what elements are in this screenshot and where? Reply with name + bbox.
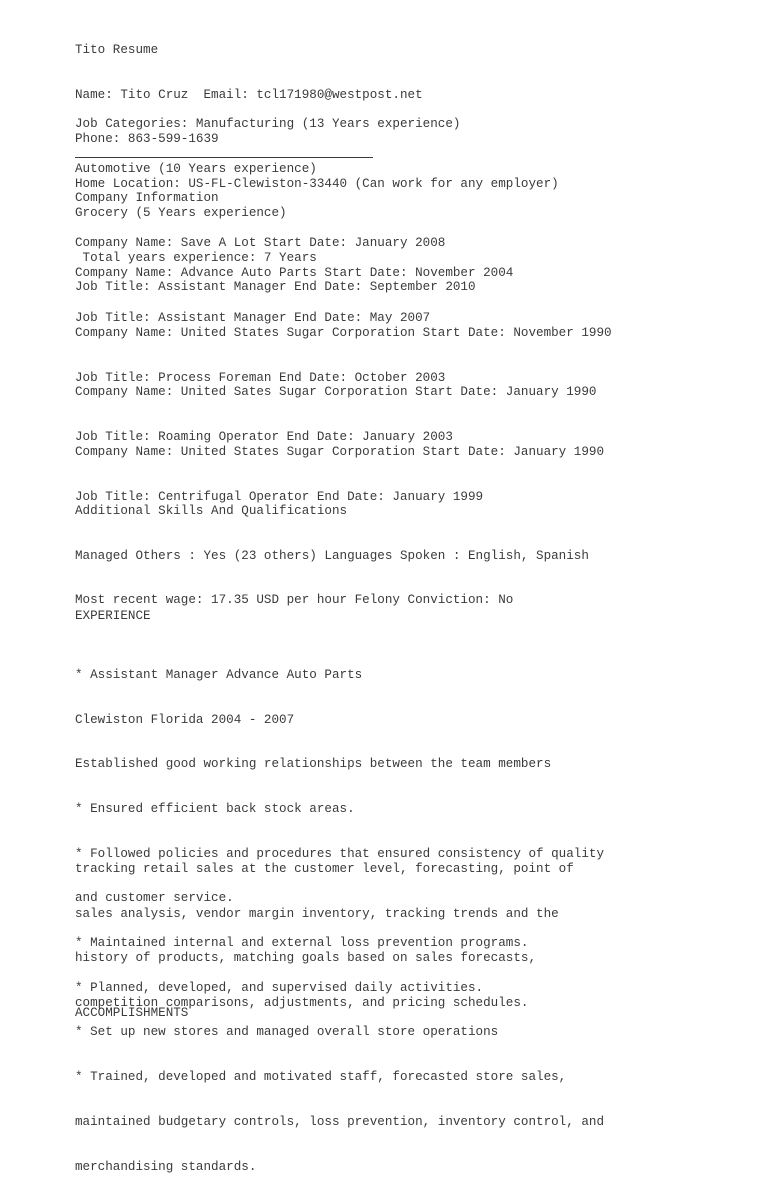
experience-line: * Maintained internal and external loss prevention programs.: [75, 936, 529, 951]
section-divider: [75, 157, 373, 158]
job-category-automotive: Automotive (10 Years experience): [75, 161, 317, 176]
resume-title: Tito Resume: [75, 42, 159, 57]
job-category-grocery: Grocery (5 Years experience): [75, 206, 287, 221]
company-line: Company Name: United States Sugar Corporation Start Date: January 1990: [75, 444, 605, 459]
company-line: Company Name: Advance Auto Parts Start Date: November 2004: [75, 265, 514, 280]
additional-skills: [75, 474, 589, 638]
experience-line: * Assistant Manager Advance Auto Parts: [75, 667, 363, 682]
experience-heading: EXPERIENCE: [75, 609, 151, 623]
experience-line: Established good working relationships between the team members: [75, 757, 552, 772]
experience-line: * Followed policies and procedures that ensured consistency of quality: [75, 846, 605, 861]
company-line: Company Name: United Sates Sugar Corporation Start Date: January 1990: [75, 384, 597, 399]
job-title-line: Job Title: Assistant Manager End Date: September 2010: [75, 280, 476, 295]
paragraph-line: tracking retail sales at the customer level, forecasting, point of: [75, 861, 574, 876]
phone-line: Phone: 863-599-1639: [75, 132, 219, 147]
experience-line: * Set up new stores and managed overall store operations: [75, 1025, 499, 1040]
job-title-line: Job Title: Assistant Manager End Date: May 2007: [75, 310, 431, 325]
company-line: Company Name: Save A Lot Start Date: January 2008: [75, 235, 446, 250]
accomplishments-heading: ACCOMPLISHMENTS: [75, 1006, 189, 1020]
experience-line: merchandising standards.: [75, 1159, 257, 1174]
paragraph-line: sales analysis, vendor margin inventory, tracking trends and the: [75, 906, 559, 921]
wage-felony-line: Most recent wage: 17.35 USD per hour Felony Conviction: No: [75, 593, 514, 608]
job-category-manufacturing: Job Categories: Manufacturing (13 Years experience): [75, 116, 461, 131]
company-line: Company Name: United States Sugar Corporation Start Date: November 1990: [75, 325, 612, 340]
job-title-line: Job Title: Centrifugal Operator End Date: January 1999: [75, 489, 484, 504]
experience-line: maintained budgetary controls, loss prevention, inventory control, and: [75, 1114, 605, 1129]
home-location-line: Home Location: US-FL-Clewiston-33440 (Can work for any employer): [75, 176, 559, 191]
paragraph-line: history of products, matching goals based on sales forecasts,: [75, 951, 537, 966]
total-years-experience: Total years experience: 7 Years: [75, 250, 317, 265]
experience-line: * Ensured efficient back stock areas.: [75, 801, 355, 816]
managed-languages-line: Managed Others : Yes (23 others) Languages Spoken : English, Spanish: [75, 548, 589, 563]
name-email-line: Name: Tito Cruz Email: tcl171980@westpost.net: [75, 87, 423, 102]
experience-line: * Trained, developed and motivated staff, forecasted store sales,: [75, 1070, 567, 1085]
experience-line: Clewiston Florida 2004 - 2007: [75, 712, 295, 727]
experience-line: and customer service.: [75, 891, 234, 906]
company-info-heading: Company Information: [75, 190, 219, 205]
experience-line: * Planned, developed, and supervised daily activities.: [75, 980, 484, 995]
additional-skills-heading: Additional Skills And Qualifications: [75, 503, 348, 518]
job-title-line: Job Title: Roaming Operator End Date: January 2003: [75, 429, 453, 444]
paragraph-line: competition comparisons, adjustments, and pricing schedules.: [75, 995, 529, 1010]
job-title-line: Job Title: Process Foreman End Date: October 2003: [75, 370, 446, 385]
